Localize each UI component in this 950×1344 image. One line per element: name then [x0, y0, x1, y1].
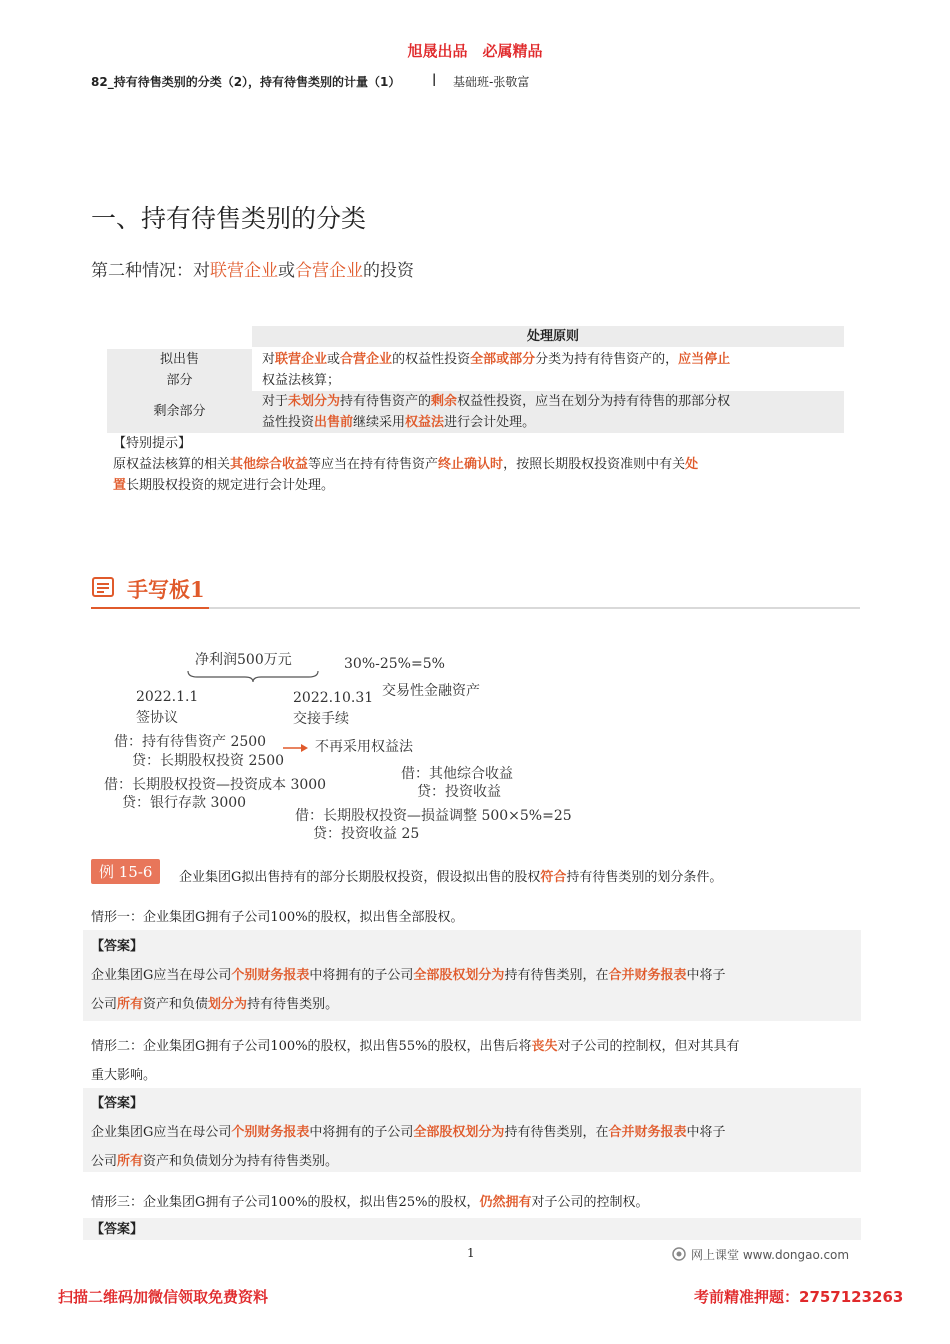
- ratio: 30%-25%=5%: [344, 656, 445, 672]
- arrow-right-icon: [283, 738, 309, 748]
- logo-icon: [672, 1246, 686, 1260]
- notepad-icon: [91, 575, 115, 599]
- course-name: 基础班-张敬富: [453, 75, 530, 89]
- journal-cr-2: 贷：银行存款 3000: [122, 795, 247, 811]
- divider-accent: [91, 607, 209, 609]
- journal-cr-3: 贷：投资收益: [417, 784, 501, 800]
- brand-slogan: 旭晟出品 必属精品: [407, 42, 543, 60]
- breadcrumb: 82_持有待售类别的分类（2），持有待售类别的计量（1）: [91, 75, 401, 89]
- breadcrumb-separator: |: [432, 72, 437, 86]
- example-badge: 例 15-6: [91, 859, 160, 884]
- principle-table: [107, 326, 844, 433]
- table-header: 处理原则: [252, 326, 844, 347]
- answer-label: 【答案】: [91, 1222, 144, 1237]
- answer-2-line-1: 企业集团G应当在母公司个别财务报表中将拥有的子公司全部股权划分为持有待售类别，在合并财务报表中将子: [91, 1125, 726, 1140]
- journal-cr-4: 贷：投资收益 25: [313, 826, 420, 842]
- journal-cr-1: 贷：长期股权投资 2500: [132, 753, 285, 769]
- row-content: 对联营企业或合营企业的权益性投资全部或部分分类为持有待售资产的，应当停止 权益法核算；: [262, 352, 731, 388]
- section-title: 一、持有待售类别的分类: [91, 204, 367, 233]
- case-3: 情形三：企业集团G拥有子公司100%的股权，拟出售25%的股权，仍然拥有对子公司的控制权。: [91, 1195, 649, 1210]
- tip-title: 【特别提示】: [113, 436, 192, 451]
- journal-dr-3: 借：其他综合收益: [401, 766, 513, 782]
- net-profit: 净利润500万元: [195, 652, 292, 668]
- handover: 交接手续: [293, 711, 349, 727]
- table-row: [107, 349, 844, 391]
- journal-dr-4: 借：长期股权投资—损益调整 500×5%=25: [295, 808, 572, 824]
- special-tip: [113, 433, 843, 496]
- page-number: 1: [467, 1246, 475, 1260]
- answer-label: 【答案】: [91, 939, 144, 954]
- row-label: 剩余部分: [107, 391, 252, 433]
- answer-1-line-1: 企业集团G应当在母公司个别财务报表中将拥有的子公司全部股权划分为持有待售类别，在合并财务报表中将子: [91, 968, 726, 983]
- case-2-line-2: 重大影响。: [91, 1068, 157, 1083]
- tip-body: 原权益法核算的相关其他综合收益等应当在持有待售资产终止确认时，按照长期股权投资准则中有关处 置长期股权投资的规定进行会计处理。: [113, 457, 699, 493]
- date-2: 2022.10.31: [293, 690, 374, 706]
- journal-dr-2: 借：长期股权投资—投资成本 3000: [104, 777, 327, 793]
- example-intro: 企业集团G拟出售持有的部分长期股权投资，假设拟出售的股权符合持有待售类别的划分条件。: [179, 870, 723, 885]
- table-header-row: [107, 326, 844, 347]
- no-equity-method: 不再采用权益法: [315, 739, 413, 755]
- site-logo: 网上课堂 www.dongao.com: [691, 1248, 850, 1262]
- row-label: 拟出售 部分: [107, 349, 252, 391]
- brace: [187, 668, 319, 682]
- left-promo: 扫描二维码加微信领取免费资料: [58, 1288, 269, 1306]
- table-row: [107, 391, 844, 433]
- answer-2-line-2: 公司所有资产和负债划分为持有待售类别。: [91, 1154, 339, 1169]
- handwriting-title: 手写板1: [127, 577, 205, 602]
- row-content: 对于未划分为持有待售资产的剩余权益性投资，应当在划分为持有待售的那部分权 益性投资出售前继续采用权益法进行会计处理。: [252, 391, 844, 433]
- answer-label: 【答案】: [91, 1096, 144, 1111]
- case-1: 情形一：企业集团G拥有子公司100%的股权，拟出售全部股权。: [91, 910, 464, 925]
- date-1: 2022.1.1: [136, 689, 199, 705]
- fin-asset: 交易性金融资产: [382, 683, 480, 699]
- journal-dr-1: 借：持有待售资产 2500: [114, 734, 267, 750]
- answer-1-line-2: 公司所有资产和负债划分为持有待售类别。: [91, 997, 339, 1012]
- case-2-line-1: 情形二：企业集团G拥有子公司100%的股权，拟出售55%的股权，出售后将丧失对子公司的控制权，但对其具有: [91, 1039, 740, 1054]
- section-subtitle: 第二种情况：对联营企业或合营企业的投资: [91, 261, 414, 281]
- right-promo: 考前精准押题：2757123263: [694, 1288, 904, 1306]
- answer-box-3: [83, 1218, 861, 1240]
- sign-agreement: 签协议: [136, 710, 178, 726]
